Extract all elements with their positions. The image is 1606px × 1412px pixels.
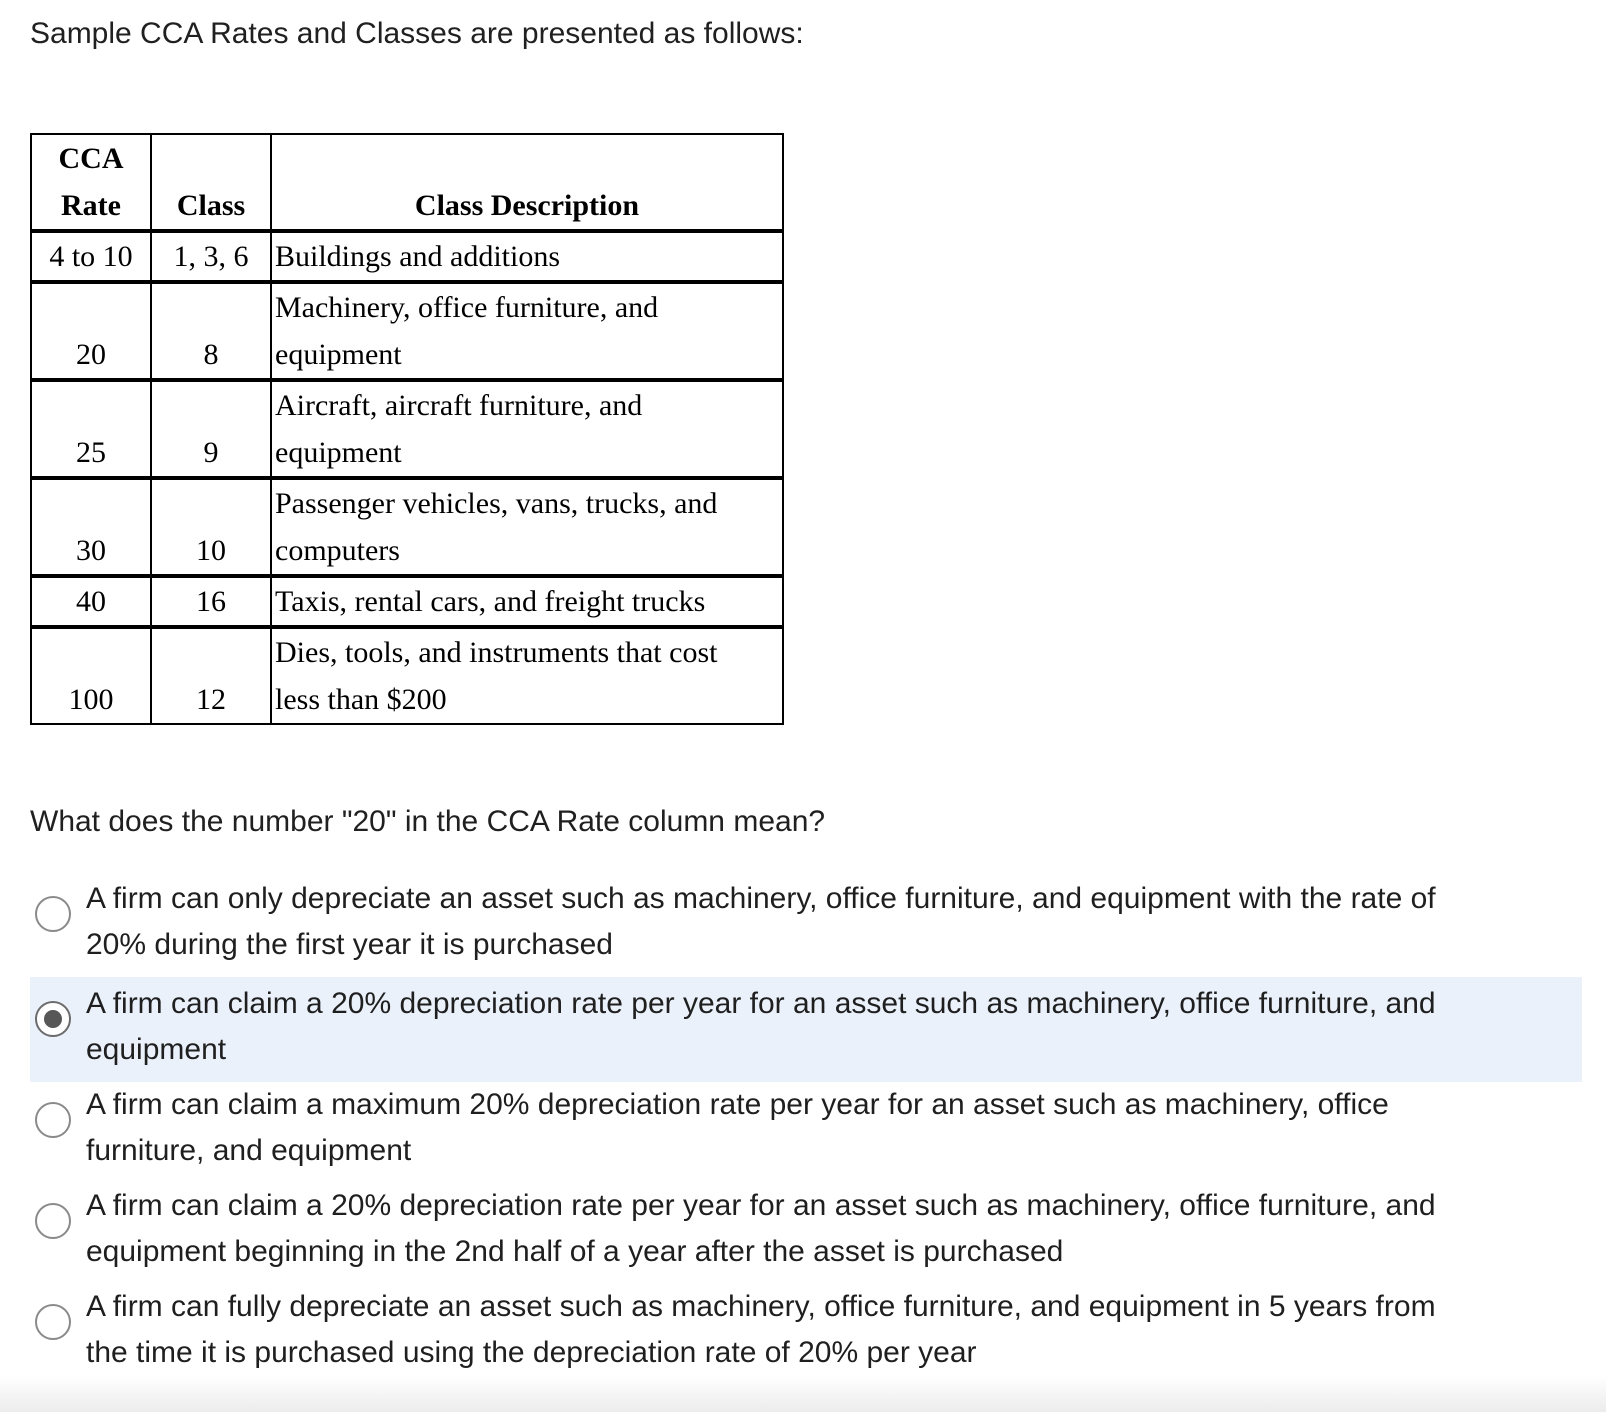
- table-row: [31, 478, 783, 576]
- table-row: [31, 627, 783, 724]
- rate-cell: 100: [31, 627, 151, 724]
- table-row: [31, 231, 783, 282]
- description-cell: [271, 576, 783, 627]
- option-line: furniture, and equipment: [86, 1134, 412, 1167]
- radio-button[interactable]: [35, 1203, 71, 1239]
- class-cell: 8: [151, 282, 271, 380]
- answer-option-4[interactable]: [30, 1183, 1582, 1284]
- option-line: 20% during the first year it is purchased: [86, 928, 613, 961]
- answer-option-1[interactable]: [30, 876, 1582, 977]
- question-text: What does the number "20" in the CCA Rate column mean?: [30, 805, 826, 838]
- table-row: [31, 282, 783, 380]
- description-line: less than $200: [275, 683, 447, 716]
- answer-option-5[interactable]: [30, 1284, 1582, 1385]
- description-line: equipment: [275, 436, 402, 469]
- class-cell: 10: [151, 478, 271, 576]
- description-cell: [271, 380, 783, 478]
- class-cell: 9: [151, 380, 271, 478]
- rate-cell: 4 to 10: [31, 231, 151, 282]
- answer-option-label[interactable]: [86, 981, 1436, 1073]
- rate-cell: 25: [31, 380, 151, 478]
- intro-text: Sample CCA Rates and Classes are presented as follows:: [30, 17, 804, 50]
- rate-cell: 40: [31, 576, 151, 627]
- header-cca-rate-line2: Rate: [61, 189, 121, 222]
- answer-option-label[interactable]: [86, 1284, 1436, 1376]
- description-line: computers: [275, 534, 400, 567]
- header-class: Class: [151, 134, 271, 231]
- description-line: Taxis, rental cars, and freight trucks: [275, 585, 706, 618]
- option-line: equipment: [86, 1033, 227, 1066]
- option-line: A firm can claim a maximum 20% depreciation rate per year for an asset such as machinery, office: [86, 1088, 1389, 1121]
- header-cca-rate: [31, 134, 151, 231]
- description-cell: [271, 231, 783, 282]
- option-line: A firm can only depreciate an asset such as machinery, office furniture, and equipment with the rate of: [86, 882, 1436, 915]
- option-line: A firm can claim a 20% depreciation rate per year for an asset such as machinery, office furniture, and: [86, 987, 1436, 1020]
- answer-option-label[interactable]: [86, 1183, 1436, 1275]
- answer-option-2[interactable]: [30, 977, 1582, 1082]
- option-line: equipment beginning in the 2nd half of a year after the asset is purchased: [86, 1235, 1064, 1268]
- table-row: [31, 380, 783, 478]
- description-line: Buildings and additions: [275, 240, 560, 273]
- table-row: [31, 576, 783, 627]
- radio-button-selected[interactable]: [35, 1001, 71, 1037]
- description-line: Passenger vehicles, vans, trucks, and: [275, 487, 718, 520]
- option-line: A firm can fully depreciate an asset such as machinery, office furniture, and equipment in 5 years from: [86, 1290, 1436, 1323]
- description-cell: [271, 478, 783, 576]
- cca-rates-table: [30, 133, 784, 725]
- class-cell: 12: [151, 627, 271, 724]
- answer-options: [30, 876, 1582, 1385]
- rate-cell: 20: [31, 282, 151, 380]
- table-header-row: [31, 134, 783, 231]
- class-cell: 16: [151, 576, 271, 627]
- radio-button[interactable]: [35, 1102, 71, 1138]
- answer-option-label[interactable]: [86, 876, 1436, 968]
- description-cell: [271, 282, 783, 380]
- answer-option-label[interactable]: [86, 1082, 1389, 1174]
- option-line: A firm can claim a 20% depreciation rate per year for an asset such as machinery, office furniture, and: [86, 1189, 1436, 1222]
- description-line: Machinery, office furniture, and: [275, 291, 659, 324]
- option-line: the time it is purchased using the depreciation rate of 20% per year: [86, 1336, 977, 1369]
- description-cell: [271, 627, 783, 724]
- header-class-description: Class Description: [271, 134, 783, 231]
- class-cell: 1, 3, 6: [151, 231, 271, 282]
- answer-option-3[interactable]: [30, 1082, 1582, 1183]
- bottom-edge-shadow: [0, 1376, 1606, 1412]
- description-line: equipment: [275, 338, 402, 371]
- description-line: Dies, tools, and instruments that cost: [275, 636, 718, 669]
- description-line: Aircraft, aircraft furniture, and: [275, 389, 643, 422]
- rate-cell: 30: [31, 478, 151, 576]
- header-cca-rate-line1: CCA: [58, 142, 124, 175]
- radio-button[interactable]: [35, 1304, 71, 1340]
- radio-button[interactable]: [35, 896, 71, 932]
